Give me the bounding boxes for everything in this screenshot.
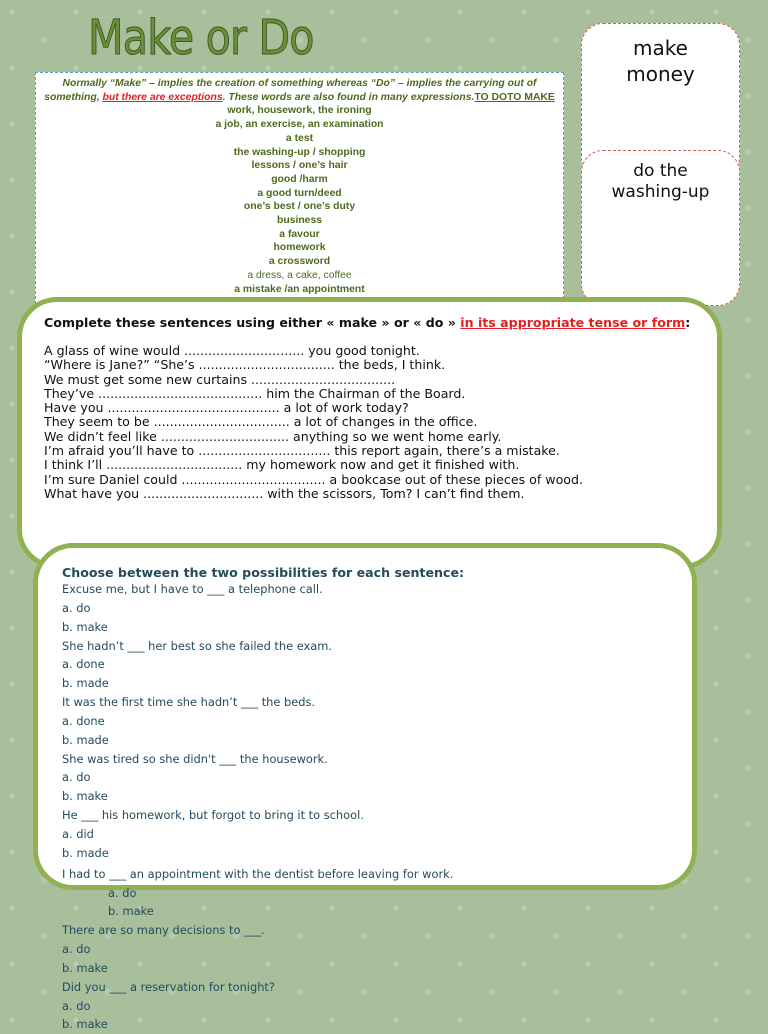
- example-item: a test: [285, 132, 314, 144]
- side-box-line: make: [633, 36, 688, 60]
- sentence-item: Have you ........................................... a lot of work today?: [44, 400, 409, 416]
- sentence-item: They’ve ......................................... him the Chairman of the Board.: [44, 385, 466, 401]
- option-item: b. made: [62, 845, 109, 860]
- option-item: b. make: [62, 1017, 108, 1032]
- intro-text: Normally “Make” – implies the creation of something whereas “Do” – implies the carrying out of something,: [44, 78, 537, 103]
- option-item: b. made: [62, 676, 109, 691]
- option-item: b. make: [62, 619, 108, 634]
- example-item: homework: [273, 242, 326, 254]
- page-title: Make or Do: [88, 10, 314, 66]
- example-item: a dress, a cake, coffee: [247, 269, 352, 281]
- question-item: She was tired so she didn't ___ the housework.: [62, 751, 328, 766]
- option-item: a. done: [62, 713, 105, 728]
- instruction-emphasis: in its appropriate tense or form: [460, 315, 686, 330]
- option-item: a. do: [62, 998, 91, 1013]
- choice-list: [62, 580, 682, 1034]
- option-item: b. made: [62, 732, 109, 747]
- sentence-list: [44, 344, 695, 501]
- example-item: a favour: [279, 228, 320, 240]
- example-item: a mistake /an appointment: [234, 283, 365, 295]
- sentence-item: What have you .............................. with the scissors, Tom? I can’t find them.: [44, 485, 525, 501]
- sentence-item: A glass of wine would .............................. you good tonight.: [44, 343, 420, 358]
- instruction-text: Complete these sentences using either « make » or « do »: [44, 315, 461, 330]
- example-item: lessons / one’s hair: [251, 160, 348, 172]
- sentence-item: They seem to be .................................. a lot of changes in the office.: [44, 414, 478, 430]
- sentence-item: We didn’t feel like ................................ anything so we went home early.: [44, 428, 502, 444]
- question-item: There are so many decisions to ___.: [62, 923, 265, 938]
- todo-make-heading: TO DOTO MAKE: [474, 91, 555, 103]
- instruction-colon: :: [685, 315, 691, 330]
- question-item: Excuse me, but I have to ___ a telephone call.: [62, 582, 323, 596]
- example-item: one’s best / one’s duty: [243, 201, 356, 213]
- side-box-line: money: [626, 62, 695, 86]
- question-item: Did you ___ a reservation for tonight?: [62, 979, 275, 994]
- example-item: good /harm: [271, 173, 328, 185]
- section2-heading: Choose between the two possibilities for each sentence:: [62, 565, 465, 580]
- option-item: a. do: [62, 600, 91, 615]
- do-washing-up-box: [581, 150, 740, 306]
- sentence-item: “Where is Jane?” “She’s .................................. the beds, I think.: [44, 357, 446, 373]
- side-box-line: do the: [633, 161, 688, 181]
- example-item: the washing-up / shopping: [233, 146, 366, 158]
- sentence-item: I think I’ll .................................. my homework now and get it finished with.: [44, 457, 520, 473]
- sentence-item: I’m sure Daniel could .................................... a bookcase out of these pieces of wood.: [44, 471, 584, 487]
- option-item: b. make: [62, 960, 108, 975]
- sentence-item: I’m afraid you’ll have to ................................. this report again, there’s a mistake.: [44, 443, 560, 459]
- option-item: b. make: [108, 904, 154, 919]
- sentence-item: We must get some new curtains ....................................: [44, 371, 396, 387]
- option-item: a. did: [62, 826, 94, 841]
- option-item: a. do: [108, 885, 137, 900]
- question-item: It was the first time she hadn’t ___ the beds.: [62, 695, 316, 710]
- section1-instruction: [44, 316, 695, 330]
- side-box-line: washing-up: [611, 182, 710, 202]
- question-item: He ___ his homework, but forgot to bring it to school.: [62, 808, 364, 823]
- example-item: a job, an exercise, an examination: [215, 119, 384, 131]
- intro-text-after: . These words are also found in many expressions.: [222, 91, 475, 103]
- intro-box: [35, 72, 564, 304]
- example-item: a crossword: [268, 256, 331, 268]
- example-item: work, housework, the ironing: [227, 105, 372, 117]
- option-item: a. do: [62, 942, 91, 957]
- intro-paragraph: [42, 77, 557, 104]
- option-item: b. make: [62, 789, 108, 804]
- question-item: She hadn’t ___ her best so she failed the exam.: [62, 638, 332, 653]
- option-item: a. done: [62, 657, 105, 672]
- example-item: business: [276, 215, 323, 227]
- complete-sentences-section: [17, 297, 722, 569]
- question-item: I had to ___ an appointment with the dentist before leaving for work.: [62, 866, 454, 881]
- option-item: a. do: [62, 770, 91, 785]
- exceptions-link: but there are exceptions: [102, 91, 223, 103]
- example-item: a good turn/deed: [257, 187, 342, 199]
